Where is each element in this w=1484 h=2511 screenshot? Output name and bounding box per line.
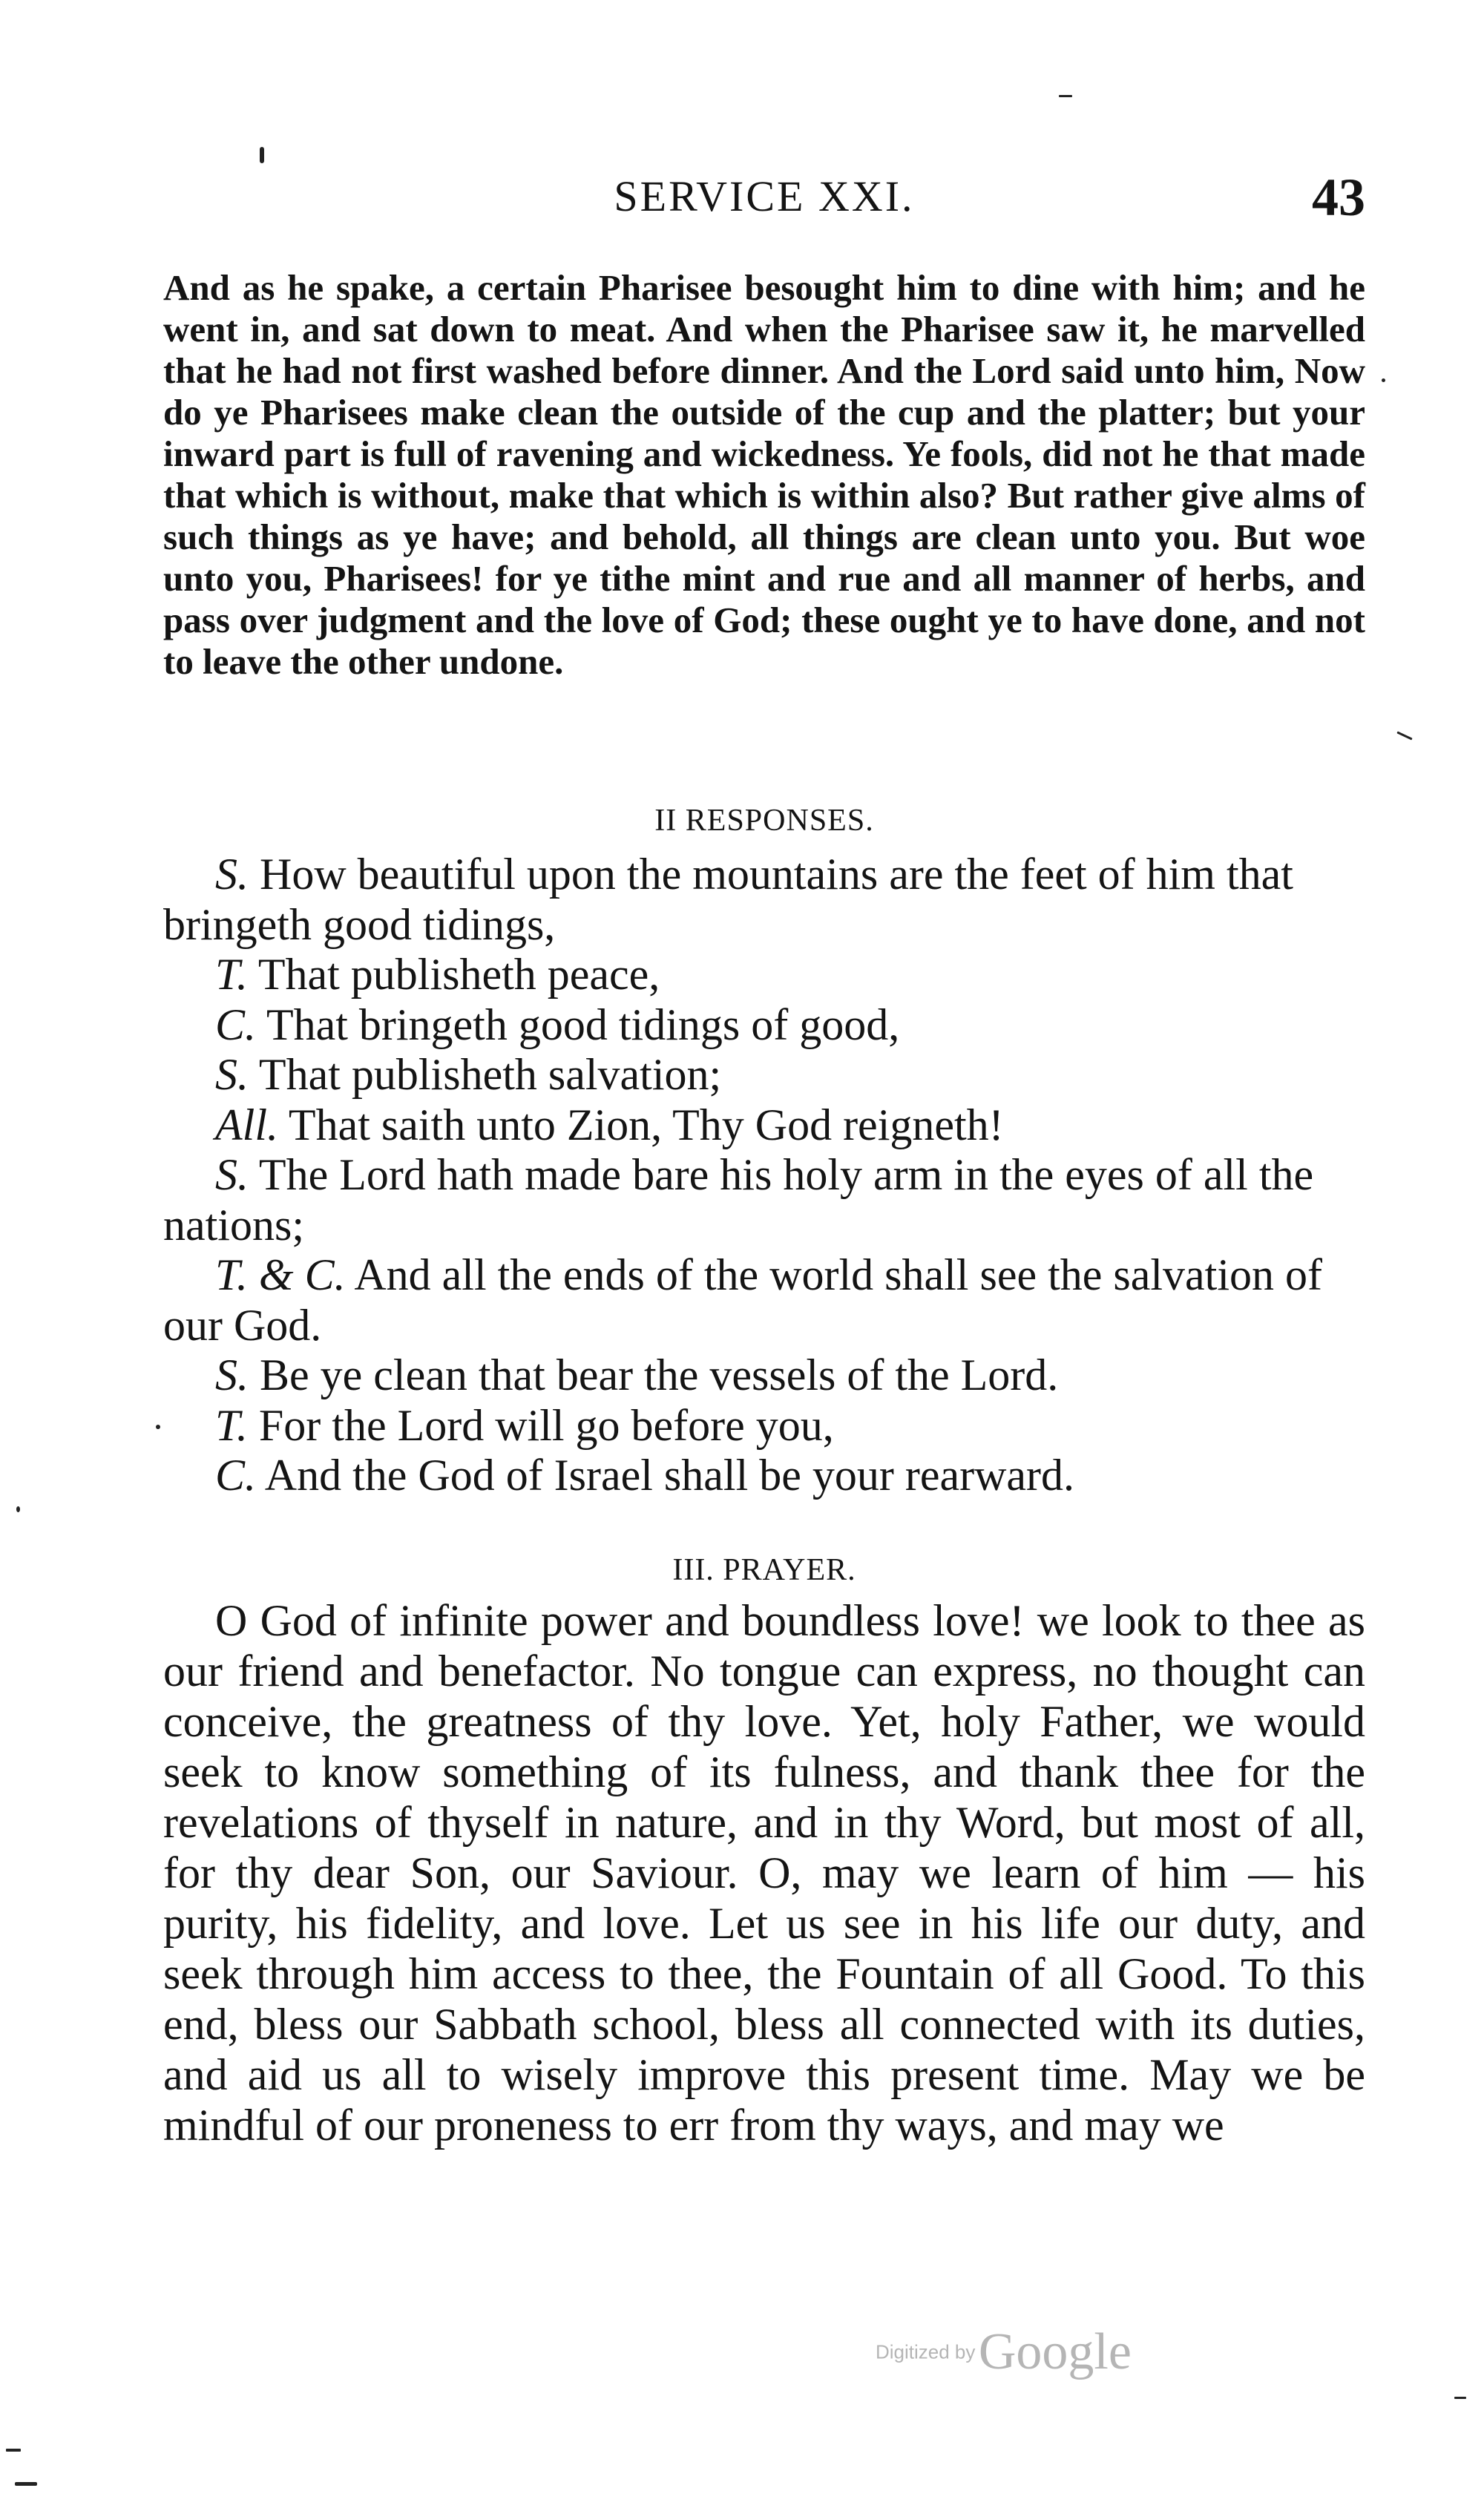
scan-speck (1059, 95, 1072, 97)
response-text: That publisheth peace, (257, 950, 660, 999)
watermark-brand: Google (978, 2323, 1132, 2380)
response-text: How beautiful upon the mountains are the feet of him that bringeth good tidings, (163, 850, 1293, 949)
response-speaker: T. (215, 950, 248, 999)
response-line (163, 1100, 1365, 1151)
response-line (163, 1000, 1365, 1051)
response-text: That bringeth good tidings of good, (266, 1000, 900, 1049)
scan-speck (156, 1425, 160, 1429)
response-line (163, 1250, 1365, 1350)
response-text: And all the ends of the world shall see the salvation of our God. (163, 1250, 1322, 1350)
response-speaker: S. (215, 1150, 249, 1199)
response-line (163, 850, 1365, 950)
response-text: Be ye clean that bear the vessels of the Lord. (260, 1350, 1059, 1399)
response-line (163, 1350, 1365, 1401)
gospel-reading-paragraph: And as he spake, a certain Pharisee besought him to dine with him; and he went in, and sat down to meat. And when the Pharisee saw it, he marvelled that he had not first washed before dinner. And the Lord said unto him, Now do ye Pharisees make clean the outside of the cup and the platter; but your inward part is full of ravening and wickedness. Ye fools, did not he that made that which is without, make that which is within also? But rather give alms of such things as ye have; and behold, all things are clean unto you. But woe unto you, Pharisees! for ye tithe mint and rue and all manner of herbs, and pass over judgment and the love of God; these ought ye to have done, and not to leave the other undone. (163, 267, 1365, 682)
response-speaker: S. (215, 1350, 249, 1399)
watermark-prefix: Digitized by (876, 2340, 976, 2363)
responses-list (163, 850, 1365, 1501)
response-speaker: S. (215, 850, 249, 899)
response-text: That publisheth salvation; (258, 1050, 722, 1099)
response-text: That saith unto Zion, Thy God reigneth! (288, 1100, 1004, 1149)
page-number: 43 (1312, 168, 1365, 227)
response-line (163, 1451, 1365, 1501)
response-speaker: C. (215, 1000, 257, 1049)
response-line (163, 1401, 1365, 1451)
scan-speck (1396, 731, 1412, 740)
scan-speck (260, 147, 264, 163)
response-line (163, 950, 1365, 1000)
response-speaker: C. (215, 1451, 257, 1500)
response-text: And the God of Israel shall be your rearward. (264, 1451, 1075, 1500)
scan-speck (1382, 378, 1385, 382)
prayer-heading: III. PRAYER. (672, 1553, 856, 1587)
response-speaker: T. (215, 1400, 248, 1450)
scan-speck (6, 2449, 21, 2452)
scan-speck (15, 2482, 37, 2486)
scan-speck (16, 1506, 20, 1512)
scan-speck (1454, 2397, 1466, 2399)
digitized-watermark (876, 2323, 1132, 2382)
responses-heading: II RESPONSES. (654, 804, 874, 838)
response-speaker: T. & C. (215, 1250, 346, 1299)
prayer-paragraph: O God of infinite power and boundless love! we look to thee as our friend and benefactor. No tongue can express, no thought can conceive, the greatness of thy love. Yet, holy Father, we would seek to know something of its fulness, and thank thee for the revelations of thyself in nature, and in thy Word, but most of all, for thy dear Son, our Saviour. O, may we learn of him — his purity, his fidelity, and love. Let us see in his life our duty, and seek through him access to thee, the Fountain of all Good. To this end, bless our Sabbath school, bless all connected with its duties, and aid us all to wisely improve this present time. May we be mindful of our proneness to err from thy ways, and may we (163, 1596, 1365, 2150)
response-text: For the Lord will go before you, (258, 1400, 834, 1450)
response-speaker: All. (215, 1100, 278, 1149)
response-speaker: S. (215, 1050, 249, 1099)
page-header (163, 160, 1365, 226)
running-head: SERVICE XXI. (614, 172, 915, 220)
response-text: The Lord hath made bare his holy arm in the eyes of all the nations; (163, 1150, 1314, 1250)
response-line (163, 1150, 1365, 1250)
response-line (163, 1050, 1365, 1100)
